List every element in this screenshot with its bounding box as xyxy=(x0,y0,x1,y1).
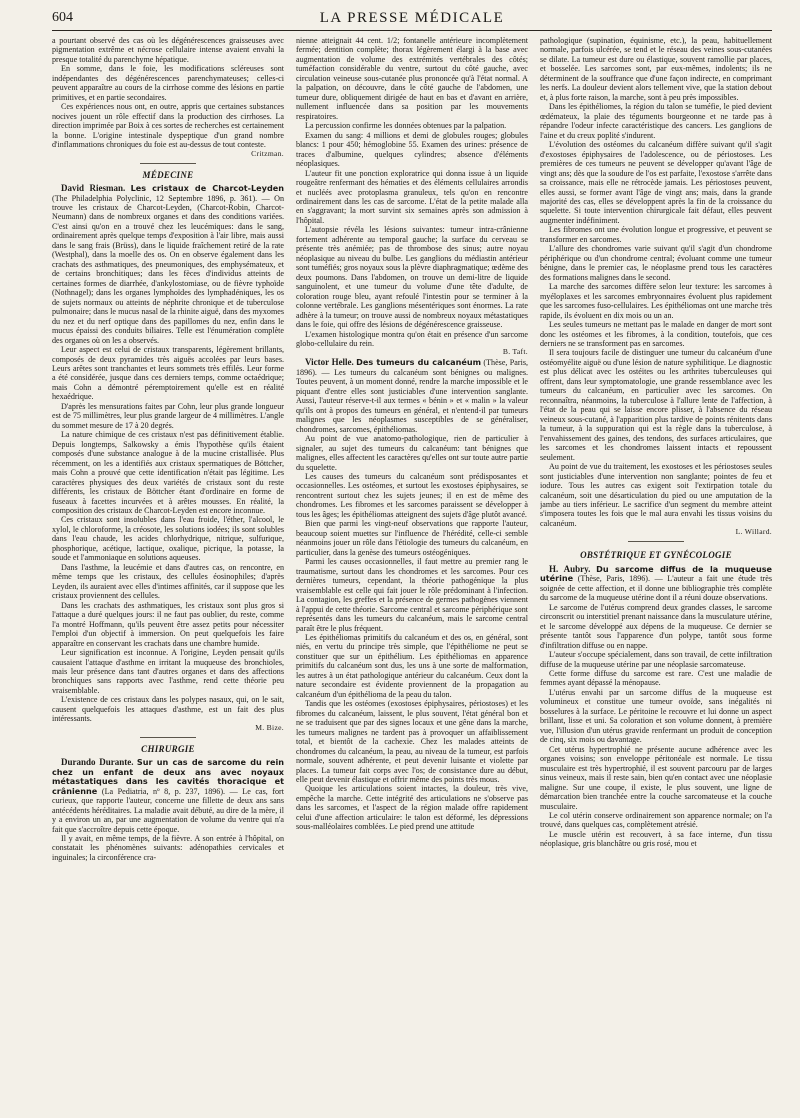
paragraph: L'examen histologique montra qu'on était en présence d'un sarcome globo-cellulaire du rein. xyxy=(296,329,528,348)
paragraph: Le muscle utérin est recouvert, à sa face interne, d'un tissu néoplasique, gris blanchâtre ou gris rosé, mou et xyxy=(540,829,772,849)
paragraph: nienne atteignait 44 cent. 1/2; fontanelle antérieure incomplètement fermée; dentition complète; thorax légèrement élargi à la base avec augmentation de volume des extrémités vertébrales des côtés; tuméfaction considérable du ventre, surtout du côté gauche, avec circulation veineuse sous-cutanée plus prononcée qu'à l'état normal. A la palpation, on découvre, dans le côté gauche de l'abdomen, une tumeur dure, obliquement dirigée de haut en bas et d'avant en arrière, nullement influencée dans sa position par les mouvements respiratoires. xyxy=(296,36,528,121)
paragraph: pathologique (supination, équinisme, etc.), la peau, habituellement normale, parfois ulcérée, se tend et le réseau des veines sous-cutanées se dilate. La tumeur est dure ou élastique, souvent ramollie par places, et bosselée. Les sarcomes sont, par eux-mêmes, indolents; ils ne déterminent de la souffrance que d'une façon indirecte, en comprimant les nerfs. La douleur devient alors tellement vive, que la station debout et, à plus forte raison, la marche, sont à peu près impossibles. xyxy=(540,36,772,102)
article-title: Des tumeurs du calcanéum xyxy=(356,357,482,368)
article-author: Victor Helle. xyxy=(305,357,354,368)
signature: M. Bize. xyxy=(255,722,284,732)
article-text: (Thèse, Paris, 1896). — Les tumeurs du calcanéum sont bénignes ou malignes. Toutes peuvent, à un moment donné, rendre la marche impossible et le piquant d'entre elles sont justiciables d'une intervention sanglante. Aussi, l'auteur réserve-t-il aux termes « bénin » et « malin » la valeur qu'ils ont à propos des tumeurs en général, et n'entend-il par tumeurs malignes que les néoplasmes susceptibles de se généraliser, chondromes, sarcomes, épithéliomas. xyxy=(296,358,528,434)
divider xyxy=(628,541,684,542)
column-3 xyxy=(540,36,772,1116)
divider xyxy=(140,737,196,738)
paragraph: Leur signification est inconnue. A l'origine, Leyden pensait qu'ils causaient l'attaque d'asthme en irritant la muqueuse des bronchioles, mais leur présence dans tant d'autres organes et dans des affections bronchiques sans rapports avec l'asthme, rend cette théorie peu vraisemblable. xyxy=(52,648,284,695)
article-helle xyxy=(296,357,528,434)
article-title: Du sarcome diffus de la muqueuse utérine xyxy=(540,563,772,584)
paragraph: L'auteur s'occupe spécialement, dans son travail, de cette infiltration diffuse de la muqueuse utérine par une néoplasie sarcomateuse. xyxy=(540,650,772,669)
paragraph: Il y avait, en même temps, de la fièvre. A son entrée à l'hôpital, on constatait les phénomènes suivants: adénopathies cervicales et inguinales; la circonférence cra- xyxy=(52,833,284,862)
article-text: (The Philadelphia Polyclinic, 12 Septembre 1896, p. 361). — On trouve les cristaux de Charcot-Leyden, (Charcot-Robin, Charcot-Neumann) dans de nombreux organes et dans des conditions variées. C'est ainsi qu'on en a trouvé chez les leucémiques: dans le sang, ordinairement après quelque temps d'exposition à l'air libre, mais aussi dans le sang frais (Brüss), dans le liquide fraîchement retiré de la rate (Westphal), dans la moelle des os. On en observe également dans les crachats des asthmatiques, des pneumoniques, des emphysémateux, et de certains bronchitiques; dans les fèces d'individus atteints de certaines formes de diarrhée, d'ankylostomiase, ou de fièvre typhoïde (Nothnagel); dans les organes lymphoïdes des lymphadéniques, les os de sujets normaux ou atteints de néphrite chronique et de tuberculose pulmonaire; dans le mucus nasal de la rhinite aiguë, dans des myxomes du nez et du nerf optique dans des papillomes du nez, enfin dans le mucus épaissi des conduits biliaires. Telle est l'énumération complète des organes où on les a observés. xyxy=(52,193,284,345)
paragraph: Examen du sang: 4 millions et demi de globules rouges; globules blancs: 1 pour 450; hémoglobine 55. Examen des urines: présence de traces d'albumine, quelques cylindres; absence d'éléments néoplasiques. xyxy=(296,130,528,169)
article-author: H. Aubry. xyxy=(549,563,591,574)
paragraph: Dans l'asthme, la leucémie et dans d'autres cas, on rencontre, en même temps que les cristaux, des cellules éosinophiles; d'après Leyden, ils auraient avec elles d'intimes affinités, car il suppose que les cristaux proviennent des cellules. xyxy=(52,562,284,601)
article-riesman xyxy=(52,183,284,345)
article-title: Les cristaux de Charcot-Leyden xyxy=(130,183,284,194)
column-2 xyxy=(296,36,528,1116)
paragraph: En somme, dans le foie, les modifications scléreuses sont indépendantes des dégénérescences parenchymateuses; celles-ci peuvent apparaître au cours de la cirrhose comme des lésions en partie primitives, et en partie secondaires. xyxy=(52,64,284,102)
paragraph: Leur aspect est celui de cristaux transparents, légèrement brillants, composés de deux pyramides très aiguës accolées par leurs bases. Leurs arêtes sont tranchantes et leurs sommets très effilés. Leur forme a été considérée, jusque dans ces derniers temps, comme octaédrique; mais Cohn a démontré péremptoirement qu'elle est en réalité hexaédrique. xyxy=(52,345,284,402)
section-title-medecine: MÉDECINE xyxy=(142,169,194,180)
paragraph: Le sarcome de l'utérus comprend deux grandes classes, le sarcome circonscrit ou interstitiel prenant naissance dans la musculature utérine, et le sarcome développé aux dépens de la muqueuse. Ce dernier se présente tantôt sous l'apparence d'un polype, tantôt sous forme d'infiltration diffuse ou en nappe. xyxy=(540,602,772,650)
article-aubry xyxy=(540,564,772,603)
article-durante xyxy=(52,757,284,834)
article-author: David Riesman. xyxy=(61,183,126,194)
text-columns xyxy=(52,36,772,1116)
column-1 xyxy=(52,36,284,1116)
paragraph: Ces expériences nous ont, en outre, appris que certaines substances nocives jouent un rôle effectif dans la production des cirrhoses. La direction imprimée par Boix à ces sortes de recherches est certainement la bonne. L'origine intestinale dyspeptique d'un grand nombre d'inflammations chroniques du foie est au-dessus de tout conteste. xyxy=(52,102,284,150)
paragraph: La marche des sarcomes diffère selon leur texture: les sarcomes à myéloplaxes et les sarcomes embryonnaires évoluent plus rapidement que les sarcomes fuso-cellulaires. Les épithéliomas ont une marche très rapide, ils évoluent en dix mois ou un an. xyxy=(540,282,772,320)
paragraph: Ces cristaux sont insolubles dans l'eau froide, l'éther, l'alcool, le xylol, le chloroforme, la créosote, les solutions iodées; ils sont solubles dans l'eau chaude, les acides chlorhydrique, nitrique, sulfurique, phosphorique, acétique, lactique, oxalique, picrique, la potasse, la soude et l'ammoniaque en solutions aqueuses. xyxy=(52,515,284,563)
paragraph: L'autopsie révéla les lésions suivantes: tumeur intra-crânienne fortement adhérente au temporal gauche; la surface du cerveau se présente très anémiée; pas de thrombose des sinus; autre noyau néoplasique au niveau du bulbe. Les ganglions du médiastin antérieur sont tuméfiés; gros noyaux sous la plèvre diaphragmatique; œdème des deux poumons. Dans l'abdomen, on trouve un demi-litre de liquide sanguinolent, et une tumeur du volume d'une tête d'adulte, de coloration rouge bleu, ayant refoulé l'intestin pour se terminer à la colonne vertébrale. Les ganglions mésentériques sont énormes. La rate adhère à la tumeur; on trouve aussi de nombreux noyaux métastatiques dans le foie, qui offre des lésions de dégénérescence graisseuse. xyxy=(296,225,528,330)
section-title-obstetrique: OBSTÉTRIQUE ET GYNÉCOLOGIE xyxy=(580,550,732,561)
paragraph: Dans les crachats des asthmatiques, les cristaux sont plus gros si l'attaque a duré quelques jours: il ne faut pas oublier, du reste, comme l'a montré Hoffmann, qu'ils peuvent être assez petits pour nécessiter l'emploi d'un objectif à immersion. On peut quelquefois les faire apparaître en conservant les crachats dans une chambre humide. xyxy=(52,600,284,648)
paragraph: Cette forme diffuse du sarcome est rare. C'est une maladie de femmes ayant dépassé la ménopause. xyxy=(540,668,772,688)
paragraph: Bien que parmi les vingt-neuf observations que rapporte l'auteur, beaucoup soient muettes sur l'influence de l'hérédité, celle-ci semble néanmoins jouer un rôle dans l'étiologie des tumeurs du calcanéum, en particulier, dans la genèse des tumeurs ostéogéniques. xyxy=(296,519,528,557)
paragraph: Les épithéliomas primitifs du calcanéum et des os, en général, sont niés, en vertu du principe très simple, que l'épithéliome ne peut se constituer que sur un épithélium. Les épithéliomas en apparence primitifs du calcanéum sont dus, les uns à une sorte de malformation, les autres à un état pathologique antérieur du calcanéum. Ceux dont la nature secondaire est évidente proviennent de la propagation au calcanéum d'un épithélioma de la peau du talon. xyxy=(296,632,528,699)
journal-title: LA PRESSE MÉDICALE xyxy=(319,9,505,26)
paragraph: Cet utérus hypertrophié ne présente aucune adhérence avec les organes voisins; son enveloppe péritonéale est normale. Le tissu musculaire est très hypertrophié, il est souvent parcouru par de larges sinus veineux, mais il reste sain, bien qu'en contact avec une néoplasie maligne. Sur une coupe, il existe, le plus souvent, une ligne de démarcation bien tranchée entre la couche sarcomateuse et la couche musculaire. xyxy=(540,744,772,811)
paragraph: L'existence de ces cristaux dans les polypes nasaux, qui, on le sait, causent quelquefois les attaques d'asthme, est un fait des plus intéressants. xyxy=(52,695,284,724)
paragraph: La nature chimique de ces cristaux n'est pas définitivement établie. Depuis longtemps, Salkowsky a émis l'hypothèse qu'ils étaient composés d'une substance analogue à de la mucine cristallisée. Plus récemment, on les a identifiés aux cristaux spermatiques de Böttcher, mais Cohn a prouvé que cette identification n'était pas légitime. Les caractères physiques des deux variétés de cristaux sont du reste différents, les cristaux de Böttcher étant d'ordinaire en forme de fuseaux à facettes incurvées et à arêtes mousses. En réalité, la composition des cristaux de Charcot-Leyden est encore inconnue. xyxy=(52,430,284,515)
paragraph: L'auteur fit une ponction exploratrice qui donna issue à un liquide rougeâtre renfermant des hématies et des éléments cellulaires arrondis et nucléés avec protoplasma granuleux, tels qu'on en rencontre ordinairement dans les cas de sarcome. L'état de la petite malade alla en s'aggravant; la mort survint six semaines après son admission à l'hôpital. xyxy=(296,168,528,225)
paragraph: Les seules tumeurs ne mettant pas le malade en danger de mort sont donc les ostéomes et les fibromes, à la condition, toutefois, que ces derniers ne se transforment pas en sarcomes. xyxy=(540,320,772,348)
paragraph: La percussion confirme les données obtenues par la palpation. xyxy=(305,121,507,131)
article-text: (Thèse, Paris, 1896). — L'auteur a fait une étude très soignée de cette affection, et il donne une bibliographie très complète du sarcome de la muqueuse utérine dont il a réuni douze observations. xyxy=(540,574,772,603)
paragraph: Quoique les articulations soient intactes, la douleur, très vive, empêche la marche. Cette intégrité des articulations ne s'observe pas dans les sarcomes, et l'aspect de la région malade offre rapidement celui d'une affection articulaire: le talon est déformé, les dépressions sous-malléolaires comblées. Le pied prend une attitude xyxy=(296,784,528,832)
paragraph: Le col utérin conserve ordinairement son apparence normale; on l'a trouvé, dans quelques cas, complètement atrésié. xyxy=(540,811,772,830)
article-text: (La Pediatria, nº 8, p. 237, 1896). — Le cas, fort curieux, que rapporte l'auteur, concerne une fillette de deux ans sans antécédents héréditaires. La maladie avait débuté, au dire de la mère, il y a environ un an, par une augmentation de volume du ventre qui n'a fait que s'accroître depuis cette époque. xyxy=(52,786,284,834)
paragraph: Les fibromes ont une évolution longue et progressive, et peuvent se transformer en sarcomes. xyxy=(540,225,772,244)
paragraph: Il sera toujours facile de distinguer une tumeur du calcanéum d'une ostéomyélite aiguë ou d'une lésion de nature syphilitique. Le diagnostic est plus délicat avec les ostéites ou les arthrites tuberculeuses qui offrent, dans leur symptomatologie, une grande ressemblance avec les tumeurs du calcanéum, en particulier avec les sarcomes. On reconnaîtra, néanmoins, la tuberculose à l'allure lente de l'affection, à l'état de la peau qui se laisse encore plisser, à l'absence du réseau veineux sous-cutané, à l'apparition plus tardive de points rénitents dans la tumeur, à la suppuration qui est la règle dans la tuberculose, à l'envahissement des gaines, des tendons, des surfaces articulaires, que les sarcomes et les chondromes laissent intacts et repoussent seulement. xyxy=(540,348,772,462)
paragraph: Les causes des tumeurs du calcanéum sont prédisposantes et occasionnelles. Les ostéomes, et surtout les exostoses épiphysaires, se rencontrent surtout chez les sujets jeunes; il en est de même des chondromes. Les fibromes et les sarcomes paraissent se développer à tous les âges; les épithéliomas atteignent des sujets d'âge plutôt avancé. xyxy=(296,472,528,519)
article-author: Durando Durante. xyxy=(61,757,134,768)
article-title: Sur un cas de sarcome du rein chez un enfant de deux ans avec noyaux métastatiques dans les cavités thoracique et crânienne xyxy=(52,757,284,796)
divider xyxy=(140,163,196,164)
paragraph: a pourtant observé des cas où les dégénérescences graisseuses avec pigmentation extrême et nécrose cellulaire intense avaient envahi la presque totalité du parenchyme hépatique. xyxy=(52,36,284,64)
paragraph: L'utérus envahi par un sarcome diffus de la muqueuse est volumineux et constitue une tumeur ovoïde, sans inégalités ni bosselures à la surface. Le péritoine le recouvre et lui donne un aspect brillant, lisse et uni. Sa coloration et son volume donnent, à première vue, l'illusion d'un utérus gravide renfermant un produit de conception de cinq, six mois ou davantage. xyxy=(540,687,772,745)
paragraph: L'évolution des ostéomes du calcanéum diffère suivant qu'il s'agit d'exostoses épiphysaires de l'adolescence, ou de périostoses. Les premières de ces tumeurs ne peuvent se développer qu'avant l'âge de vingt ans; dès que la soudure de l'os est parfaite, l'exostose s'arrête dans sa croissance, mais elle ne rétrocède jamais. Les périostoses peuvent, elles aussi, se former avant l'âge de vingt ans; mais, dans la grande majorité des cas, elles se développent après la fin de la croissance du squelette. Si toute intervention chirurgicale fait défaut, elles peuvent augmenter indéfiniment. xyxy=(540,140,772,225)
page-header xyxy=(52,6,772,31)
section-title-chirurgie: CHIRURGIE xyxy=(141,743,195,754)
paragraph: Dans les épithéliomes, la région du talon se tuméfie, le pied devient œdémateux, la plaie des téguments bourgeonne et ne tarde pas à répandre l'odeur infecte caractéristique des cancers. Les ganglions de l'aine et du creux poplité s'indurent. xyxy=(540,102,772,140)
signature: Critzman. xyxy=(251,148,284,158)
paragraph: Tandis que les ostéomes (exostoses épiphysaires, périostoses) et les fibromes du calcanéum, laissent, le plus souvent, l'état général bon et ne se traduisent que par des signes locaux et une gêne dans la marche, les tumeurs malignes ne tardent pas à provoquer un affaiblissement total, et bientôt de la cachexie. Chez les malades atteints de chondromes du calcanéum, la peau, au niveau de la tumeur, est parfois normale, souvent adhérente, et peut devenir luisante et violette par places. La tumeur fait corps avec l'os; de consistance dure au début, elle peut devenir élastique et offrir même des points très mous. xyxy=(296,699,528,785)
signature: B. Taft. xyxy=(502,347,528,357)
paragraph: Au point de vue anatomo-pathologique, rien de particulier à signaler, au sujet des tumeurs du calcanéum: tant bénignes que malignes, elles affectent les caractères qu'elles ont sur toute autre partie du squelette. xyxy=(296,434,528,472)
signature: L. Willard. xyxy=(735,527,772,537)
paragraph: Au point de vue du traitement, les exostoses et les périostoses seules sont justiciables d'une intervention non sanglante; pointes de feu et iodure. Tous les autres cas exigent soit l'extirpation totale du calcanéum, soit une désarticulation du pied ou une amputation de la jambe au tiers inférieur. Le sacrifice d'un segment du membre atteint s'imposera toutes les fois que le mal aura envahi les tissus voisins du calcanéum. xyxy=(540,462,772,528)
paragraph: L'allure des chondromes varie suivant qu'il s'agit d'un chondrome périphérique ou d'un chondrome central; évoluant comme une tumeur bénigne, dans le premier cas, le néoplasme prend tous les caractères des formations malignes dans le second. xyxy=(540,244,772,282)
paragraph: D'après les mensurations faites par Cohn, leur plus grande longueur est de 75 millimètres, leur plus grande largeur de 4 millimètres. L'angle du sommet mesure de 17 à 20 degrés. xyxy=(52,401,284,430)
paragraph: Parmi les causes occasionnelles, il faut mettre au premier rang le traumatisme, surtout dans les chondromes et les sarcomes. Pour ces dernières tumeurs, cependant, la théorie pathogénique la plus vraisemblable est celle qui fait jouer le rôle prédominant à l'infection. La contagion, les greffes et la présence de germes pathogènes viennent à l'appui de cette théorie. Sarcome central et sarcome périphérique sont représentés dans les tumeurs du calcanéum, mais le sarcome central paraît être le plus fréquent. xyxy=(296,557,528,633)
page-number: 604 xyxy=(52,10,73,25)
